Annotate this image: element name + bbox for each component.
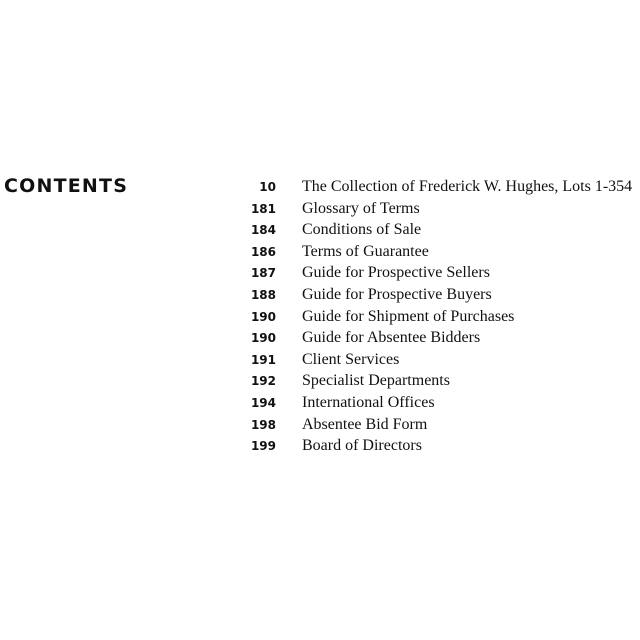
toc-entry-title: Client Services	[302, 350, 400, 368]
toc-page-number: 199	[250, 439, 276, 454]
toc-entry-title: Guide for Absentee Bidders	[302, 329, 481, 347]
toc-entry[interactable]	[240, 416, 640, 438]
toc-entry[interactable]	[240, 372, 640, 394]
toc-entry-title: The Collection of Frederick W. Hughes, Lots 1-354	[302, 178, 633, 195]
toc-page-number: 190	[250, 331, 276, 346]
toc-entry[interactable]	[240, 200, 640, 222]
table-of-contents	[240, 178, 640, 459]
contents-heading: CONTENTS	[4, 175, 129, 197]
toc-page-number: 198	[250, 417, 276, 432]
toc-entry[interactable]	[240, 286, 640, 308]
toc-entry-title: Specialist Departments	[302, 372, 450, 390]
toc-entry[interactable]	[240, 394, 640, 416]
toc-page-number: 191	[250, 352, 276, 367]
toc-entry[interactable]	[240, 351, 640, 373]
toc-entry-title: Glossary of Terms	[302, 199, 420, 217]
toc-page-number: 194	[250, 395, 276, 410]
toc-entry-title: Board of Directors	[302, 437, 422, 455]
toc-entry-title: Guide for Prospective Buyers	[302, 285, 492, 303]
toc-page-number: 186	[250, 244, 276, 259]
toc-entry[interactable]	[240, 437, 640, 459]
toc-page-number: 190	[250, 309, 276, 324]
toc-entry-title: Absentee Bid Form	[302, 415, 428, 433]
toc-entry-title: Guide for Prospective Sellers	[302, 264, 490, 282]
toc-page-number: 10	[259, 180, 276, 194]
toc-entry[interactable]	[240, 264, 640, 286]
toc-entry[interactable]	[240, 308, 640, 330]
toc-page-number: 184	[250, 223, 276, 238]
toc-entry[interactable]	[240, 243, 640, 265]
toc-page-number: 187	[250, 266, 276, 281]
toc-page-number: 181	[250, 201, 276, 216]
toc-entry-title: Conditions of Sale	[302, 221, 422, 239]
toc-page-number: 188	[250, 287, 276, 302]
toc-entry[interactable]	[240, 329, 640, 351]
toc-entry-title: International Offices	[302, 393, 435, 411]
toc-entry-title: Guide for Shipment of Purchases	[302, 307, 515, 325]
toc-page-number: 192	[250, 374, 276, 389]
toc-entry-title: Terms of Guarantee	[302, 242, 429, 260]
toc-entry[interactable]	[240, 178, 640, 200]
toc-entry[interactable]	[240, 221, 640, 243]
